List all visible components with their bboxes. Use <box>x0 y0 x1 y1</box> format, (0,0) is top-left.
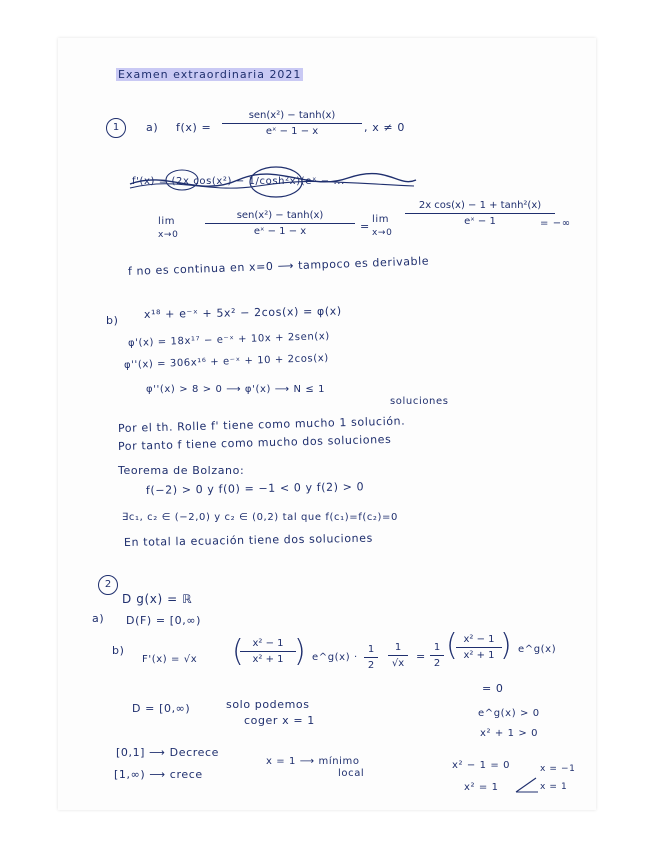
lim-equals: = <box>360 220 370 233</box>
solo-podemos: solo podemos <box>226 698 310 711</box>
fraction-2-den: x² + 1 <box>463 650 495 661</box>
equals-2: = <box>416 650 426 663</box>
ex2-b-label: b) <box>112 644 125 657</box>
lim-label-1: lim <box>158 216 176 227</box>
ex2-a-label: a) <box>92 612 105 625</box>
coger-x: coger x = 1 <box>244 714 315 727</box>
lim-fraction-1 <box>205 210 355 237</box>
branch-arrow-icon <box>514 774 540 794</box>
fraction-1-num: x² − 1 <box>240 638 296 652</box>
lim-label-2: lim <box>372 214 390 225</box>
phi-positivity: φ''(x) > 8 > 0 ⟶ φ'(x) ⟶ N ≤ 1 <box>146 384 326 395</box>
exam-title: Examen extraordinaria 2021 <box>118 68 302 81</box>
half2-num: 1 <box>430 642 444 656</box>
crossed-derivative: f'(x) = (2x cos(x²) − 1/cosh²x)(eˣ − ... <box>132 176 345 187</box>
ex1-b-label: b) <box>106 314 119 327</box>
ex1-a-label: a) <box>146 121 159 134</box>
phi-solutions-word: soluciones <box>390 396 449 407</box>
paren-open-1: ( <box>232 634 245 669</box>
domain-g: D g(x) = ℝ <box>122 592 193 606</box>
exercise-1-number: 1 <box>106 118 126 138</box>
x-plus-one: x = 1 <box>540 782 568 792</box>
equals-zero: = 0 <box>482 682 504 695</box>
paren-close-1: ) <box>294 634 307 669</box>
x2-minus-1: x² − 1 = 0 <box>452 760 511 771</box>
x2-equals-1: x² = 1 <box>464 782 499 793</box>
fraction-1-den: x² + 1 <box>252 654 284 665</box>
lim-sub-1: x→0 <box>158 230 179 240</box>
lim-denominator-1: eˣ − 1 − x <box>253 226 307 237</box>
scribble-icon <box>128 162 418 202</box>
phi-definition: x¹⁸ + e⁻ˣ + 5x² − 2cos(x) = φ(x) <box>143 304 342 321</box>
interval-crece: [1,∞) ⟶ crece <box>114 768 203 781</box>
total-solutions: En total la ecuación tiene dos soluciones <box>123 531 373 549</box>
sqrt-fraction <box>388 642 408 669</box>
ex1-fx-fraction <box>222 110 362 137</box>
paren-close-2: ) <box>500 628 513 663</box>
bolzano-values: f(−2) > 0 y f(0) = −1 < 0 y f(2) > 0 <box>145 480 365 497</box>
ex1-fx-lhs: f(x) = <box>176 121 212 134</box>
minimum-label: x = 1 ⟶ mínimo <box>266 756 360 767</box>
sqrt-den: √x <box>391 658 405 669</box>
lim-denominator-2: eˣ − 1 <box>464 216 496 227</box>
half2-den: 2 <box>433 658 441 669</box>
bolzano-heading: Teorema de Bolzano: <box>118 464 245 477</box>
ex1-fx-denominator: eˣ − 1 − x <box>265 126 319 137</box>
x2-plus-1-positive: x² + 1 > 0 <box>480 728 539 739</box>
continuity-conclusion: f no es continua en x=0 ⟶ tampoco es derivable <box>127 254 430 278</box>
exp-positive: e^g(x) > 0 <box>478 708 540 719</box>
rolle-statement-2: Por tanto f tiene como mucho dos soluciones <box>117 432 392 453</box>
phi-second-derivative: φ''(x) = 306x¹⁶ + e⁻ˣ + 10 + 2cos(x) <box>123 352 329 371</box>
domain-D: D = [0,∞) <box>132 702 191 715</box>
minimum-local: local <box>338 768 365 779</box>
lim-fraction-2 <box>405 200 555 227</box>
half-fraction-2 <box>430 642 444 669</box>
fraction-1 <box>240 638 296 665</box>
half-fraction <box>364 644 378 671</box>
lim-numerator-1: sen(x²) − tanh(x) <box>205 210 355 224</box>
phi-first-derivative: φ'(x) = 18x¹⁷ − e⁻ˣ + 10x + 2sen(x) <box>127 330 331 349</box>
lim-numerator-2: 2x cos(x) − 1 + tanh²(x) <box>405 200 555 214</box>
interval-decrece: [0,1] ⟶ Decrece <box>116 746 219 759</box>
half-num: 1 <box>364 644 378 658</box>
domain-F: D(F) = [0,∞) <box>126 614 202 627</box>
x-minus-one: x = −1 <box>540 764 576 774</box>
F-prime: F'(x) = √x <box>142 654 198 665</box>
existence-statement: ∃c₁, c₂ ∈ (−2,0) y c₂ ∈ (0,2) tal que f(c₁)=f(c₂)=0 <box>122 512 398 523</box>
ex1-fx-condition: , x ≠ 0 <box>364 121 405 134</box>
exp-g-2: e^g(x) <box>518 644 557 655</box>
lim-result: = −∞ <box>540 218 571 229</box>
sqrt-num: 1 <box>388 642 408 656</box>
fraction-2-num: x² − 1 <box>456 634 502 648</box>
exercise-2-number: 2 <box>98 575 118 595</box>
half-den: 2 <box>367 660 375 671</box>
paren-open-2: ( <box>446 628 459 663</box>
exp-g-1: e^g(x) · <box>312 652 358 663</box>
ex1-fx-numerator: sen(x²) − tanh(x) <box>222 110 362 124</box>
lim-sub-2: x→0 <box>372 228 393 238</box>
fraction-2 <box>456 634 502 661</box>
rolle-statement-1: Por el th. Rolle f' tiene como mucho 1 solución. <box>117 414 406 435</box>
